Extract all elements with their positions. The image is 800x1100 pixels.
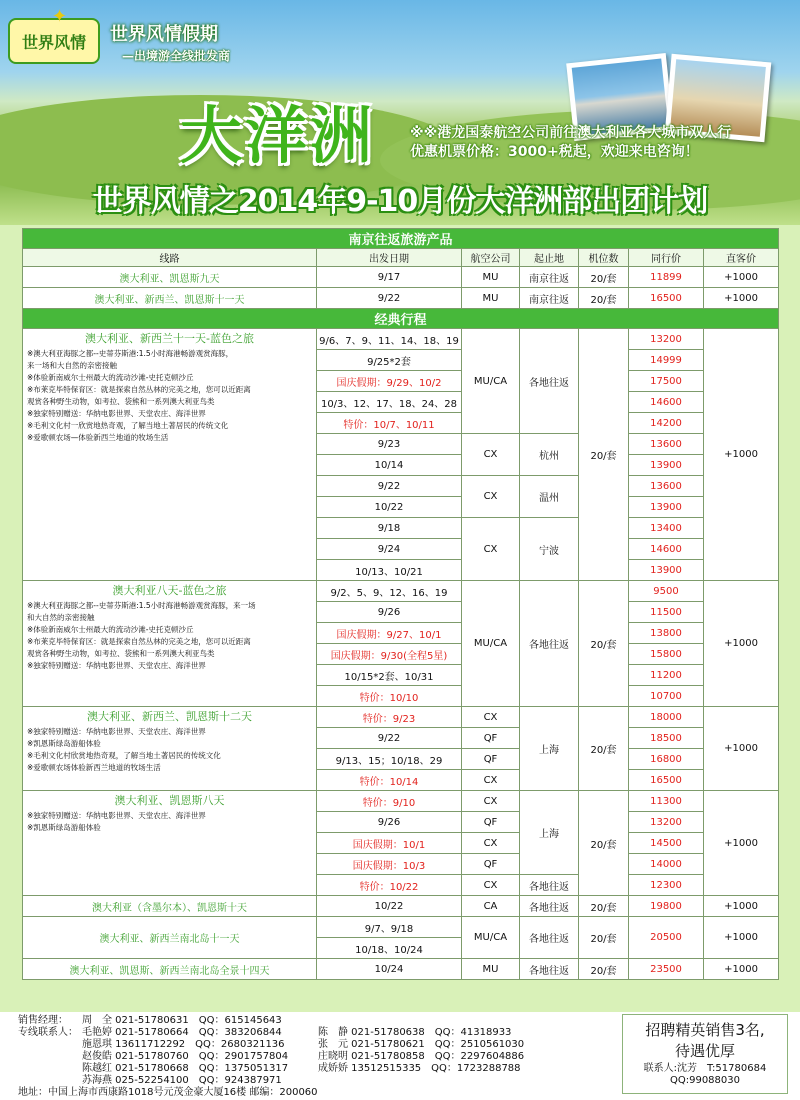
palm-icon: ✦: [52, 6, 68, 27]
col-seats: 机位数: [579, 249, 629, 267]
table-row: 国庆假期：10/3 QF 14000: [23, 854, 779, 875]
tour-description: 澳大利亚、新西兰十一天-蓝色之旅 ※澳大利亚海豚之都--史蒂芬斯港:1.5小时海港畅游观赏海豚， 来一场和大自然的亲密接触 ※体验新南威尔士州最大的流动沙滩-史托克顿沙丘 ※布莱克毕特保育区：就是探索自然丛林的完美之地，您可以近距离 观赏各种野生动物，如考拉、袋熊和一系列澳大利亚鸟类 ※独家特别赠送：华纳电影世界、天堂农庄、海洋世界 ※毛利文化村一欣赏地热奇观，了解当地土著居民的传统文化 ※爱歌顿农场—体验新西兰地道的牧场生活: [23, 329, 317, 581]
col-date: 出发日期: [317, 249, 462, 267]
brand-name: 世界风情假期: [110, 24, 218, 45]
table-row: 国庆假期：9/27、10/1 13800: [23, 623, 779, 644]
table-row: 10/22 13900: [23, 497, 779, 518]
tour-description: 澳大利亚、新西兰、凯恩斯十二天 ※独家特别赠送：华纳电影世界、天堂农庄、海洋世界 ※凯恩斯绿岛游船体验 ※毛利文化村欣赏地热奇观，了解当地土著居民的传统文化 ※爱歌顿农场体验新西兰地道的牧场生活: [23, 707, 317, 791]
recruit-qq: QQ:99088030: [669, 1075, 740, 1086]
tour-schedule-table: [22, 228, 779, 980]
section-header-nanjing: 南京往返旅游产品: [23, 229, 779, 249]
table-row: 10/3、12、17、18、24、28 14600: [23, 392, 779, 413]
table-row: 9/26 11500: [23, 602, 779, 623]
table-row: 澳大利亚、新西兰、凯恩斯十二天 ※独家特别赠送：华纳电影世界、天堂农庄、海洋世界 ※凯恩斯绿岛游船体验 ※毛利文化村欣赏地热奇观，了解当地土著居民的传统文化 ※爱歌顿农场体验新西兰地道的牧场生活 特价：9/23 CX 上海 20/套 18000 +1000: [23, 707, 779, 728]
col-airline: 航空公司: [462, 249, 520, 267]
table-row: 澳大利亚八天-蓝色之旅 ※澳大利亚海豚之都--史蒂芬斯港:1.5小时海港畅游观赏海豚，来一场 和大自然的亲密接触 ※体验新南威尔士州最大的流动沙滩-史托克顿沙丘 ※布莱克毕特保育区：就是探索自然丛林的完美之地，您可以近距离 观赏各种野生动物，如考拉、袋熊和一系列澳大利亚鸟类 ※独家特别赠送：华纳电影世界、天堂农庄、海洋世界 9/2、5、9、12、16、19 MU/CA 各地往返 20/套 9500 +1000: [23, 581, 779, 602]
table-row: 澳大利亚、凯恩斯八天 ※独家特别赠送：华纳电影世界、天堂农庄、海洋世界 ※凯恩斯绿岛游船体验 特价：9/10 CX 上海 20/套 11300 +1000: [23, 791, 779, 812]
table-row: 特价：10/22 CX 各地往返 12300: [23, 875, 779, 896]
contact-item: 赵俊皓 021-51780760 QQ：2901757804: [82, 1051, 289, 1062]
recruitment-box: [622, 1014, 788, 1094]
table-row: 10/15*2套、10/31 11200: [23, 665, 779, 686]
company-logo: 世界风情: [8, 18, 100, 64]
tour-description: 澳大利亚、凯恩斯八天 ※独家特别赠送：华纳电影世界、天堂农庄、海洋世界 ※凯恩斯绿岛游船体验: [23, 791, 317, 896]
table-row: 10/13、10/21 13900: [23, 560, 779, 581]
contacts-label: 专线联系人：: [18, 1027, 78, 1038]
table-row: 9/22 QF 18500: [23, 728, 779, 749]
contact-item: 成娇娇 13512515335 QQ：1723288788: [318, 1063, 521, 1074]
col-retail: 直客价: [704, 249, 779, 267]
manager-label: 销售经理：: [18, 1015, 68, 1026]
table-row: 10/18、10/24: [23, 938, 779, 959]
contact-item: 庄晓明 021-51780858 QQ：2297604886: [318, 1051, 525, 1062]
table-row: 10/14 13900: [23, 455, 779, 476]
table-row: 9/25*2套 14999: [23, 350, 779, 371]
page-title: 世界风情之2014年9-10月份大洋洲部出团计划: [92, 184, 708, 219]
page-title-region: 大洋洲: [180, 99, 376, 172]
address: 地址：中国上海市西康路1018号元茂金豪大厦16楼 邮编：200060: [18, 1087, 318, 1098]
header-banner: [0, 0, 800, 225]
recruit-benefit: 待遇优厚: [674, 1042, 735, 1060]
table-row: 9/23 CX 杭州 13600: [23, 434, 779, 455]
table-row: 特价：10/10 10700: [23, 686, 779, 707]
contact-item: 张 元 021-51780621 QQ：2510561030: [318, 1039, 525, 1050]
table-row: 国庆假期：9/29、10/2 17500: [23, 371, 779, 392]
table-row: 澳大利亚（含墨尔本）、凯恩斯十天 10/22 CA 各地往返 20/套 19800 +1000: [23, 896, 779, 917]
contact-item: 施恩琪 13611712292 QQ：2680321136: [82, 1039, 285, 1050]
table-row: 9/22 CX 温州 13600: [23, 476, 779, 497]
section-header-classic: 经典行程: [23, 309, 779, 329]
table-row: 澳大利亚、凯恩斯九天 9/17 MU 南京往返 20/套 11899 +1000: [23, 267, 779, 288]
brand-slogan: —出境游全线批发商: [122, 49, 231, 63]
airfare-notice: ※※港龙国泰航空公司前往澳大利亚各大城市双人行 优惠机票价格：3000+税起，欢迎来电咨询！: [410, 125, 732, 160]
contact-item: 陈越红 021-51780668 QQ：1375051317: [82, 1063, 289, 1074]
table-row: 澳大利亚、凯恩斯、新西兰南北岛全景十四天 10/24 MU 各地往返 20/套 23500 +1000: [23, 959, 779, 980]
table-row: 澳大利亚、新西兰十一天-蓝色之旅 ※澳大利亚海豚之都--史蒂芬斯港:1.5小时海港畅游观赏海豚， 来一场和大自然的亲密接触 ※体验新南威尔士州最大的流动沙滩-史托克顿沙丘 ※布莱克毕特保育区：就是探索自然丛林的完美之地，您可以近距离 观赏各种野生动物，如考拉、袋熊和一系列澳大利亚鸟类 ※独家特别赠送：华纳电影世界、天堂农庄、海洋世界 ※毛利文化村一欣赏地热奇观，了解当地土著居民的传统文化 ※爱歌顿农场—体验新西兰地道的牧场生活 9/6、7、9、11、14、18、19 MU/CA 各地往返 20/套 13200 +1000: [23, 329, 779, 350]
table-row: 特价：10/7、10/11 14200: [23, 413, 779, 434]
manager-contact: 周 全 021-51780631 QQ：615145643: [82, 1015, 282, 1026]
contact-item: 陈 静 021-51780638 QQ：41318933: [318, 1027, 512, 1038]
table-row: 国庆假期：10/1 CX 14500: [23, 833, 779, 854]
col-origin: 起止地: [520, 249, 579, 267]
column-header-row: [23, 249, 779, 267]
recruit-headline: 招聘精英销售3名,: [645, 1021, 765, 1039]
recruit-contact: 联系人:沈芳 T:51780684: [643, 1063, 767, 1074]
table-row: 9/13、15；10/18、29 QF 16800: [23, 749, 779, 770]
table-row: 澳大利亚、新西兰南北岛十一天 9/7、9/18 MU/CA 各地往返 20/套 20500 +1000: [23, 917, 779, 938]
table-row: 澳大利亚、新西兰、凯恩斯十一天 9/22 MU 南京往返 20/套 16500 +1000: [23, 288, 779, 309]
table-row: 9/24 14600: [23, 539, 779, 560]
col-route: 线路: [23, 249, 317, 267]
table-row: 9/26 QF 13200: [23, 812, 779, 833]
table-row: 国庆假期：9/30(全程5星) 15800: [23, 644, 779, 665]
contact-item: 毛艳婷 021-51780664 QQ：383206844: [82, 1027, 282, 1038]
table-row: 特价：10/14 CX 16500: [23, 770, 779, 791]
contact-item: 苏海燕 025-52254100 QQ：924387971: [82, 1075, 282, 1086]
tour-description: 澳大利亚八天-蓝色之旅 ※澳大利亚海豚之都--史蒂芬斯港:1.5小时海港畅游观赏海豚，来一场 和大自然的亲密接触 ※体验新南威尔士州最大的流动沙滩-史托克顿沙丘 ※布莱克毕特保育区：就是探索自然丛林的完美之地，您可以近距离 观赏各种野生动物，如考拉、袋熊和一系列澳大利亚鸟类 ※独家特别赠送：华纳电影世界、天堂农庄、海洋世界: [23, 581, 317, 707]
table-row: 9/18 CX 宁波 13400: [23, 518, 779, 539]
col-price: 同行价: [629, 249, 704, 267]
